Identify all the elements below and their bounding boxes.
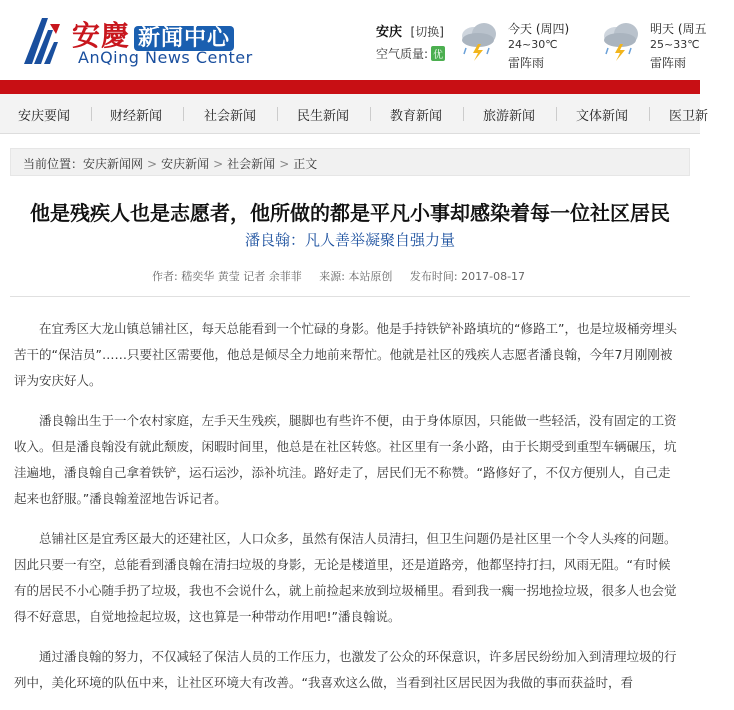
article-meta [152,268,539,284]
main-nav [0,94,709,134]
breadcrumb-link[interactable]: 安庆新闻 [161,157,210,171]
nav-item-livelihood[interactable]: 民生新闻 [297,109,350,124]
article-paragraph: 通过潘良翰的努力，不仅减轻了保洁人员的工作压力，也激发了公众的环保意识，许多居民纷纷加入到清理垃圾的行列中，美化环境的队伍中来，让社区环境大有改善。“我喜欢这么做，当看到社区居民因为我做的事而获益时，看 [14,649,677,690]
logo-chinese: 安慶 新闻中心 [72,14,234,54]
weather-temp: 25~33℃ [650,38,700,51]
breadcrumb-link[interactable]: 社会新闻 [227,157,276,171]
header-red-bar [0,80,700,94]
city-selector [376,21,444,40]
breadcrumb [10,148,690,176]
nav-divider [183,107,184,121]
nav-divider [370,107,371,121]
nav-divider [649,107,650,121]
article-paragraph: 总铺社区是宜秀区最大的还建社区，人口众多，虽然有保洁人员清扫，但卫生问题仍是社区里一个令人头疼的问题。因此只要一有空，总能看到潘良翰在清扫垃圾的身影，无论是楼道里，还是道路旁，他都坚持打扫，风雨无阻。“有时候有的居民不小心随手扔了垃圾，我也不会说什么，就上前捡起来放到垃圾桶里。看到我一瘸一拐地捡垃圾，很多人也会觉得不好意思，自觉地捡起垃圾，这也算是一种带动作用吧!”潘良翰说。 [14,531,677,624]
breadcrumb-label: 当前位置： [23,157,84,171]
nav-divider [556,107,557,121]
chevron-right-icon: > [147,157,158,171]
article-title: 他是残疾人也是志愿者，他所做的都是平凡小事却感染着每一位社区居民 [30,201,670,225]
nav-divider [277,107,278,121]
weather-tomorrow [598,18,734,68]
city-name: 安庆 [376,25,403,40]
nav-item-anqing-news[interactable]: 安庆要闻 [18,109,71,124]
nav-item-finance[interactable]: 财经新闻 [110,109,163,124]
thunderstorm-icon [456,20,502,62]
air-quality: 空气质量: 优 [376,47,444,61]
article-paragraph: 在宜秀区大龙山镇总铺社区，每天总能看到一个忙碌的身影。他是手持铁铲补路填坑的“修路工”，也是垃圾桶旁埋头苦干的“保洁员”……只要社区需要他，他总是倾尽全力地前来帮忙。他就是社区的残疾人志愿者潘良翰，今年7月刚刚被评为安庆好人。 [14,321,677,388]
weather-temp: 24~30℃ [508,38,558,51]
article-time: 发布时间: 2017-08-17 [409,270,526,283]
article-subtitle: 潘良翰：凡人善举凝聚自强力量 [244,231,455,249]
weather-desc: 雷阵雨 [508,56,545,70]
air-quality-badge: 优 [431,46,445,61]
chevron-right-icon: > [279,157,290,171]
nav-item-tourism[interactable]: 旅游新闻 [483,109,536,124]
nav-divider [91,107,92,121]
breadcrumb-link[interactable]: 安庆新闻网 [83,157,144,171]
thunderstorm-icon [598,20,644,62]
nav-divider [463,107,464,121]
site-logo[interactable] [20,14,260,70]
nav-item-health[interactable]: 医卫新 [669,109,709,124]
article-paragraph: 潘良翰出生于一个农村家庭，左手天生残疾，腿脚也有些许不便，由于身体原因，只能做一些轻活，没有固定的工资收入。但是潘良翰没有就此颓废，闲暇时间里，他总是在社区转悠。社区里有一条小路，由于长期受到重型车辆碾压，坑洼遍地，潘良翰自己拿着铁铲，运石运沙，添补坑洼。路好走了，居民们无不称赞。“路修好了，不仅方便别人，自己走起来也舒服。”潘良翰羞涩地告诉记者。 [14,413,677,506]
logo-english: AnQing News Center [78,48,253,67]
weather-day: 明天 (周五 [650,22,707,36]
weather-today [456,18,592,68]
divider [10,296,690,297]
logo-mark-icon [20,16,64,66]
chevron-right-icon: > [213,157,224,171]
article-author: 作者: 嵇奕华 黄莹 记者 余菲菲 [152,270,302,283]
nav-item-society[interactable]: 社会新闻 [204,109,257,124]
nav-item-education[interactable]: 教育新闻 [390,109,443,124]
weather-desc: 雷阵雨 [650,56,687,70]
nav-item-culture-sports[interactable]: 文体新闻 [576,109,629,124]
site-header [0,0,707,80]
breadcrumb-current: 正文 [293,157,318,171]
weather-day: 今天 (周四) [508,22,570,36]
switch-city-link[interactable]: [切换] [410,25,444,39]
article-body [14,316,680,710]
article-source: 来源: 本站原创 [319,270,393,283]
